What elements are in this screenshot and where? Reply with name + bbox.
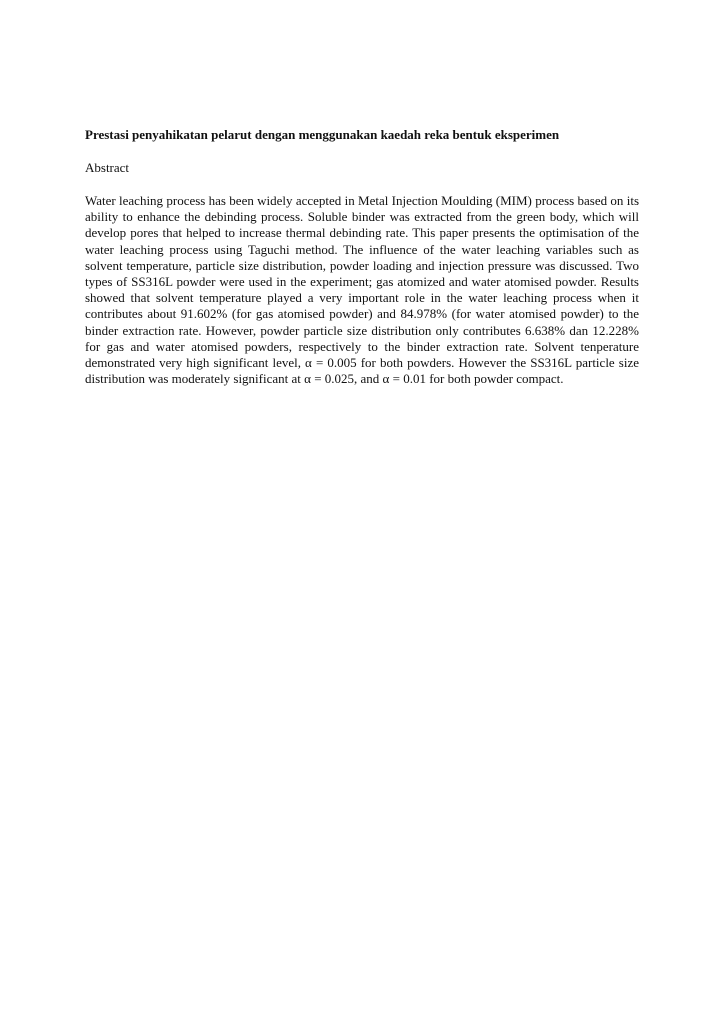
document-title: Prestasi penyahikatan pelarut dengan menggunakan kaedah reka bentuk eksperimen — [85, 127, 560, 142]
abstract-heading: Abstract — [85, 160, 130, 175]
abstract-body: Water leaching process has been widely accepted in Metal Injection Moulding (MIM) process based on its ability to enhance the debinding process. Soluble binder was extracted from the green body, which will develop pores that helped to increase thermal debinding rate. This paper presents the optimisation of the water leaching process using Taguchi method. The influence of the water leaching variables such as solvent temperature, particle size distribution, powder loading and injection pressure was discussed. Two types of SS316L powder were used in the experiment; gas atomized and water atomised powder. Results showed that solvent temperature played a very important role in the water leaching process when it contributes about 91.602% (for gas atomised powder) and 84.978% (for water atomised powder) to the binder extraction rate. However, powder particle size distribution only contributes 6.638% dan 12.228% for gas and water atomised powders, respectively to the binder extraction rate. Solvent tenperature demonstrated very high significant level, α = 0.005 for both powders. However the SS316L particle size distribution was moderately significant at α = 0.025, and α = 0.01 for both powder compact. — [85, 193, 639, 387]
document-content — [85, 127, 639, 387]
